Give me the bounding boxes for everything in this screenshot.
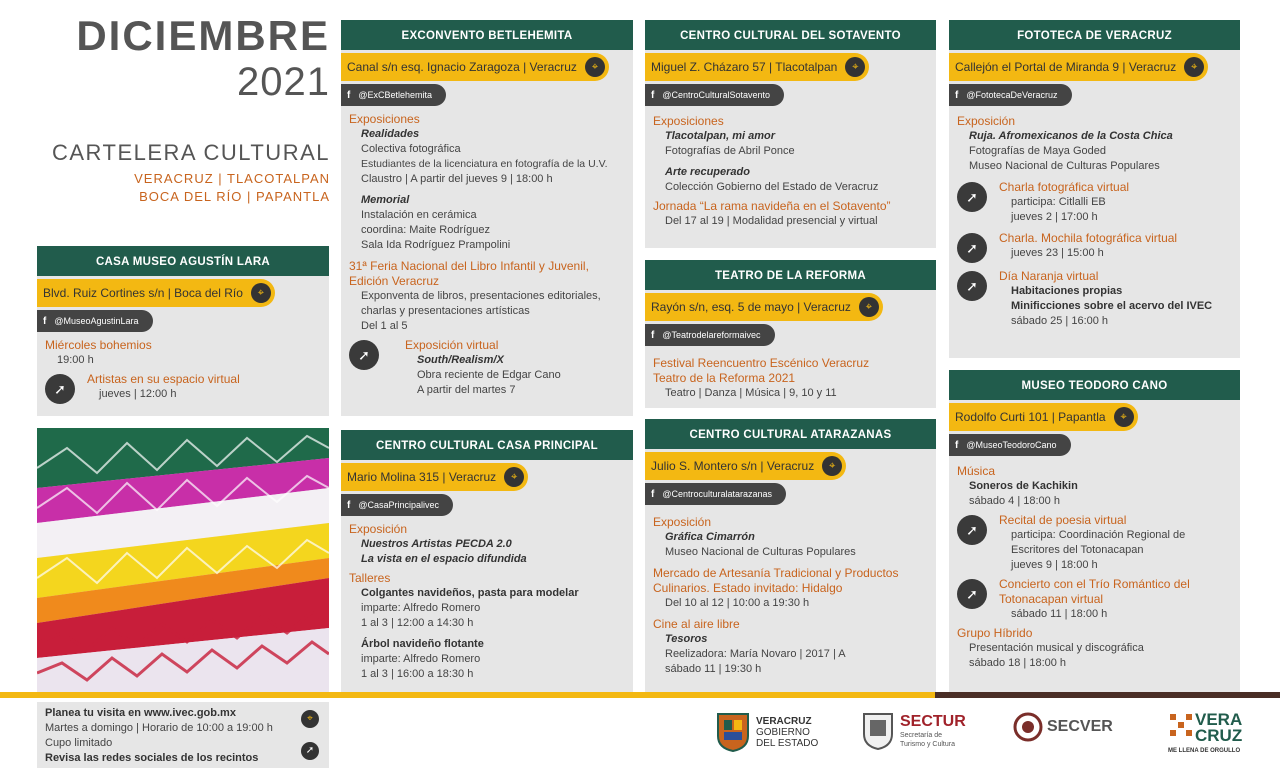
event-detail: Sala Ida Rodríguez Prampolini — [361, 239, 511, 251]
cursor-click-icon: ➚ — [957, 515, 987, 545]
logo-text: CRUZ — [1195, 726, 1243, 745]
cursor-click-icon: ➚ — [45, 374, 75, 404]
cursor-click-icon: ➚ — [957, 271, 987, 301]
event-detail: Estudiantes de la licenciatura en fotografía de la U.V. — [361, 158, 608, 170]
logo-text: VERACRUZ — [756, 715, 812, 727]
venue-title: CASA MUSEO AGUSTÍN LARA — [37, 246, 329, 276]
event-detail: Exponventa de libros, presentaciones editoriales, charlas y presentaciones artísticas — [361, 290, 601, 317]
workshop-title: Árbol navideño flotante — [361, 638, 484, 650]
venue-address[interactable] — [341, 53, 609, 81]
venue-title: CENTRO CULTURAL CASA PRINCIPAL — [341, 430, 633, 460]
film-title: Tesoros — [665, 633, 708, 645]
facebook-link[interactable] — [645, 483, 786, 505]
exhibition-title: Memorial — [361, 194, 410, 206]
veracruz-pattern-icon — [1170, 714, 1192, 742]
section-title: Exposición — [653, 515, 712, 529]
year-title: 2021 — [237, 60, 330, 104]
facebook-link[interactable] — [341, 494, 453, 516]
event-detail: Minificciones sobre el acervo del IVEC — [1011, 300, 1213, 312]
venue-title: CENTRO CULTURAL ATARAZANAS — [645, 419, 936, 449]
venue-card-casa-principal — [341, 430, 633, 692]
facebook-icon: f — [955, 439, 959, 451]
event-detail: Instalación en cerámica — [361, 209, 477, 221]
event-detail: Teatro | Danza | Música | 9, 10 y 11 — [665, 387, 837, 399]
address-text: Mario Molina 315 | Veracruz — [347, 470, 497, 484]
facebook-icon: f — [651, 89, 655, 101]
logo-text: GOBIERNO — [756, 726, 810, 738]
page-title: CARTELERA CULTURAL — [51, 140, 330, 165]
section-title: Teatro de la Reforma 2021 — [653, 371, 796, 385]
event-detail: Del 17 al 19 | Modalidad presencial y virtual — [665, 215, 878, 227]
event-time: 19:00 h — [57, 354, 94, 366]
event-title: Miércoles bohemios — [45, 338, 152, 352]
facebook-icon: f — [651, 329, 655, 341]
section-title: Grupo Híbrido — [957, 626, 1033, 640]
logo-text: Turismo y Cultura — [900, 741, 955, 748]
event-detail: Obra reciente de Edgar Cano — [417, 369, 561, 381]
logo-tagline: ME LLENA DE ORGULLO — [1168, 748, 1241, 754]
address-text: Canal s/n esq. Ignacio Zaragoza | Veracruz — [347, 60, 577, 74]
location-pin-icon: ⌖ — [301, 710, 319, 728]
section-title: Exposición virtual — [405, 338, 499, 352]
venue-card-betlehemita — [341, 20, 633, 416]
facebook-icon: f — [955, 89, 959, 101]
event-detail: participa: Citlalli EB — [1011, 196, 1106, 208]
section-title: Música — [957, 464, 996, 478]
logo-text: SECTUR — [900, 713, 966, 730]
section-title: Talleres — [349, 571, 391, 585]
event-title: Charla fotográfica virtual — [999, 180, 1130, 194]
event-detail: sábado 18 | 18:00 h — [969, 657, 1067, 669]
section-title: Festival Reencuentro Escénico Veracruz — [653, 356, 870, 370]
address-text: Julio S. Montero s/n | Veracruz — [651, 459, 815, 473]
exhibition-title: La vista en el espacio difundida — [361, 553, 527, 565]
event-detail: 1 al 3 | 12:00 a 14:30 h — [361, 617, 474, 629]
address-text: Blvd. Ruiz Cortines s/n | Boca del Río — [43, 286, 243, 300]
address-text: Rodolfo Curti 101 | Papantla — [955, 410, 1106, 424]
section-title: Exposiciones — [349, 112, 420, 126]
exhibition-title: Gráfica Cimarrón — [665, 531, 755, 543]
facebook-handle: @Teatrodelareformaivec — [662, 330, 761, 340]
section-title: Mercado de Artesanía Tradicional y Productos Culinarios. Estado invitado: Hidalgo — [653, 566, 899, 595]
sectur-shield-icon — [862, 712, 894, 750]
event-detail: A partir del martes 7 — [417, 384, 516, 396]
section-title: Exposición — [349, 522, 408, 536]
section-title: Cine al aire libre — [653, 617, 740, 631]
section-title: 31ª Feria Nacional del Libro Infantil y Juvenil, Edición Veracruz — [349, 259, 589, 288]
exhibition-title: South/Realism/X — [417, 354, 504, 366]
facebook-handle: @MuseoTeodoroCano — [966, 440, 1057, 450]
month-title: DICIEMBRE — [76, 12, 330, 59]
venue-card-teodoro-cano — [949, 370, 1240, 692]
event-detail: jueves 23 | 15:00 h — [1011, 247, 1104, 259]
footer-stripe-dark — [935, 692, 1280, 698]
event-detail: Fotografías de Abril Ponce — [665, 145, 795, 157]
venue-card-teatro-reforma — [645, 260, 936, 408]
event-detail: Presentación musical y discográfica — [969, 642, 1144, 654]
facebook-link[interactable] — [949, 434, 1071, 456]
venue-card-fototeca — [949, 20, 1240, 358]
event-detail: sábado 11 | 18:00 h — [1011, 608, 1108, 620]
event-detail: sábado 11 | 19:30 h — [665, 663, 762, 675]
facebook-handle: @CasaPrincipalivec — [358, 500, 440, 510]
event-detail: participa: Coordinación Regional de Escritores del Totonacapan — [1011, 529, 1186, 556]
logo-text: DEL ESTADO — [756, 737, 819, 749]
cursor-click-icon: ➚ — [957, 182, 987, 212]
event-detail: Fotografías de Maya Goded — [969, 145, 1106, 157]
veracruz-shield-icon — [716, 712, 750, 752]
cursor-click-icon: ➚ — [957, 233, 987, 263]
address-text: Rayón s/n, esq. 5 de mayo | Veracruz — [651, 300, 851, 314]
logo-gobierno-veracruz — [716, 712, 818, 752]
venue-title: CENTRO CULTURAL DEL SOTAVENTO — [645, 20, 936, 50]
logo-secver — [1013, 712, 1113, 742]
event-title: Día Naranja virtual — [999, 269, 1099, 283]
address-text: Callejón el Portal de Miranda 9 | Veracruz — [955, 60, 1177, 74]
cities-line-1: VERACRUZ | TLACOTALPAN — [134, 171, 330, 186]
venue-address[interactable] — [949, 403, 1138, 431]
website-link[interactable]: Planea tu visita en www.ivec.gob.mx — [45, 707, 236, 719]
facebook-handle: @FototecaDeVeracruz — [966, 90, 1058, 100]
event-detail: imparte: Alfredo Romero — [361, 653, 481, 665]
cities-list — [40, 170, 330, 206]
facebook-handle: @Centroculturalatarazanas — [662, 489, 773, 499]
location-pin-icon: ⌖ — [585, 57, 605, 77]
workshop-title: Colgantes navideños, pasta para modelar — [361, 587, 579, 599]
location-pin-icon: ⌖ — [251, 283, 271, 303]
secver-seal-icon — [1013, 712, 1043, 742]
event-detail: Del 10 al 12 | 10:00 a 19:30 h — [665, 597, 810, 609]
location-pin-icon: ⌖ — [504, 467, 524, 487]
location-pin-icon: ⌖ — [859, 297, 879, 317]
exhibition-title: Realidades — [361, 128, 420, 140]
section-title: Jornada “La rama navideña en el Sotavento” — [653, 199, 891, 213]
exhibition-title: Nuestros Artistas PECDA 2.0 — [361, 538, 512, 550]
event-detail: sábado 4 | 18:00 h — [969, 495, 1060, 507]
logo-text: Secretaría de — [900, 732, 943, 739]
location-pin-icon: ⌖ — [845, 57, 865, 77]
exhibition-title: Tlacotalpan, mi amor — [665, 130, 776, 142]
venue-title: FOTOTECA DE VERACRUZ — [949, 20, 1240, 50]
schedule-text: Martes a domingo | Horario de 10:00 a 19:00 h — [45, 722, 273, 734]
event-detail: jueves 2 | 17:00 h — [1011, 211, 1098, 223]
facebook-icon: f — [43, 315, 47, 327]
papel-picado-image — [37, 428, 329, 692]
visit-info-box — [37, 702, 329, 768]
facebook-link[interactable] — [645, 324, 775, 346]
venue-card-lara — [37, 246, 329, 416]
event-title: Concierto con el Trío Romántico del Totonacapan virtual — [999, 577, 1190, 606]
location-pin-icon: ⌖ — [822, 456, 842, 476]
venue-address[interactable] — [37, 279, 275, 307]
decorative-photo-papel-picado — [37, 428, 329, 692]
exhibition-title: Ruja. Afromexicanos de la Costa Chica — [969, 130, 1173, 142]
venue-address[interactable] — [645, 53, 869, 81]
venue-address[interactable] — [645, 452, 846, 480]
event-detail: Del 1 al 5 — [361, 320, 408, 332]
event-title: Artistas en su espacio virtual — [87, 372, 240, 386]
facebook-icon: f — [347, 89, 351, 101]
event-detail: jueves 9 | 18:00 h — [1011, 559, 1098, 571]
logo-veracruz-orgullo — [1170, 712, 1242, 744]
event-title: Recital de poesia virtual — [999, 513, 1127, 527]
venue-title: MUSEO TEODORO CANO — [949, 370, 1240, 400]
capacity-text: Cupo limitado — [45, 737, 113, 749]
facebook-handle: @ExCBetlehemita — [358, 90, 433, 100]
facebook-handle: @CentroCulturalSotavento — [662, 90, 771, 100]
event-detail: Colección Gobierno del Estado de Veracruz — [665, 181, 879, 193]
facebook-icon: f — [347, 499, 351, 511]
exhibition-title: Arte recuperado — [665, 166, 750, 178]
location-pin-icon: ⌖ — [1184, 57, 1204, 77]
event-detail: Colectiva fotográfica — [361, 143, 461, 155]
facebook-icon: f — [651, 488, 655, 500]
logo-text: SECVER — [1047, 718, 1113, 735]
cursor-click-icon: ➚ — [301, 742, 319, 760]
venue-title: TEATRO DE LA REFORMA — [645, 260, 936, 290]
logo-sectur — [862, 712, 966, 750]
facebook-link[interactable] — [949, 84, 1072, 106]
event-detail: Museo Nacional de Culturas Populares — [665, 546, 856, 558]
facebook-link[interactable] — [645, 84, 784, 106]
event-time: jueves | 12:00 h — [99, 388, 177, 400]
facebook-link[interactable] — [341, 84, 446, 106]
event-detail: coordina: Maite Rodríguez — [361, 224, 491, 236]
logo-text: VERA — [1195, 710, 1243, 729]
venue-address[interactable] — [341, 463, 528, 491]
event-detail: Claustro | A partir del jueves 9 | 18:00 h — [361, 173, 553, 185]
social-note: Revisa las redes sociales de los recintos — [45, 752, 259, 764]
section-title: Exposiciones — [653, 114, 724, 128]
venue-address[interactable] — [645, 293, 883, 321]
cities-line-2: BOCA DEL RÍO | PAPANTLA — [139, 189, 330, 204]
event-detail: sábado 25 | 16:00 h — [1011, 315, 1109, 327]
location-pin-icon: ⌖ — [1114, 407, 1134, 427]
venue-card-atarazanas — [645, 419, 936, 692]
venue-card-sotavento — [645, 20, 936, 248]
event-detail: Habitaciones propias — [1011, 285, 1123, 297]
cursor-click-icon: ➚ — [349, 340, 379, 370]
event-title: Charla. Mochila fotográfica virtual — [999, 231, 1178, 245]
facebook-handle: @MuseoAgustinLara — [54, 316, 139, 326]
event-detail: imparte: Alfredo Romero — [361, 602, 481, 614]
facebook-link[interactable] — [37, 310, 153, 332]
event-detail: Museo Nacional de Culturas Populares — [969, 160, 1160, 172]
venue-address[interactable] — [949, 53, 1208, 81]
event-detail: 1 al 3 | 16:00 a 18:30 h — [361, 668, 474, 680]
venue-title: EXCONVENTO BETLEHEMITA — [341, 20, 633, 50]
event-detail: Reelizadora: María Novaro | 2017 | A — [665, 648, 846, 660]
cursor-click-icon: ➚ — [957, 579, 987, 609]
address-text: Miguel Z. Cházaro 57 | Tlacotalpan — [651, 60, 838, 74]
section-title: Exposición — [957, 114, 1016, 128]
event-title: Soneros de Kachikin — [969, 480, 1078, 492]
